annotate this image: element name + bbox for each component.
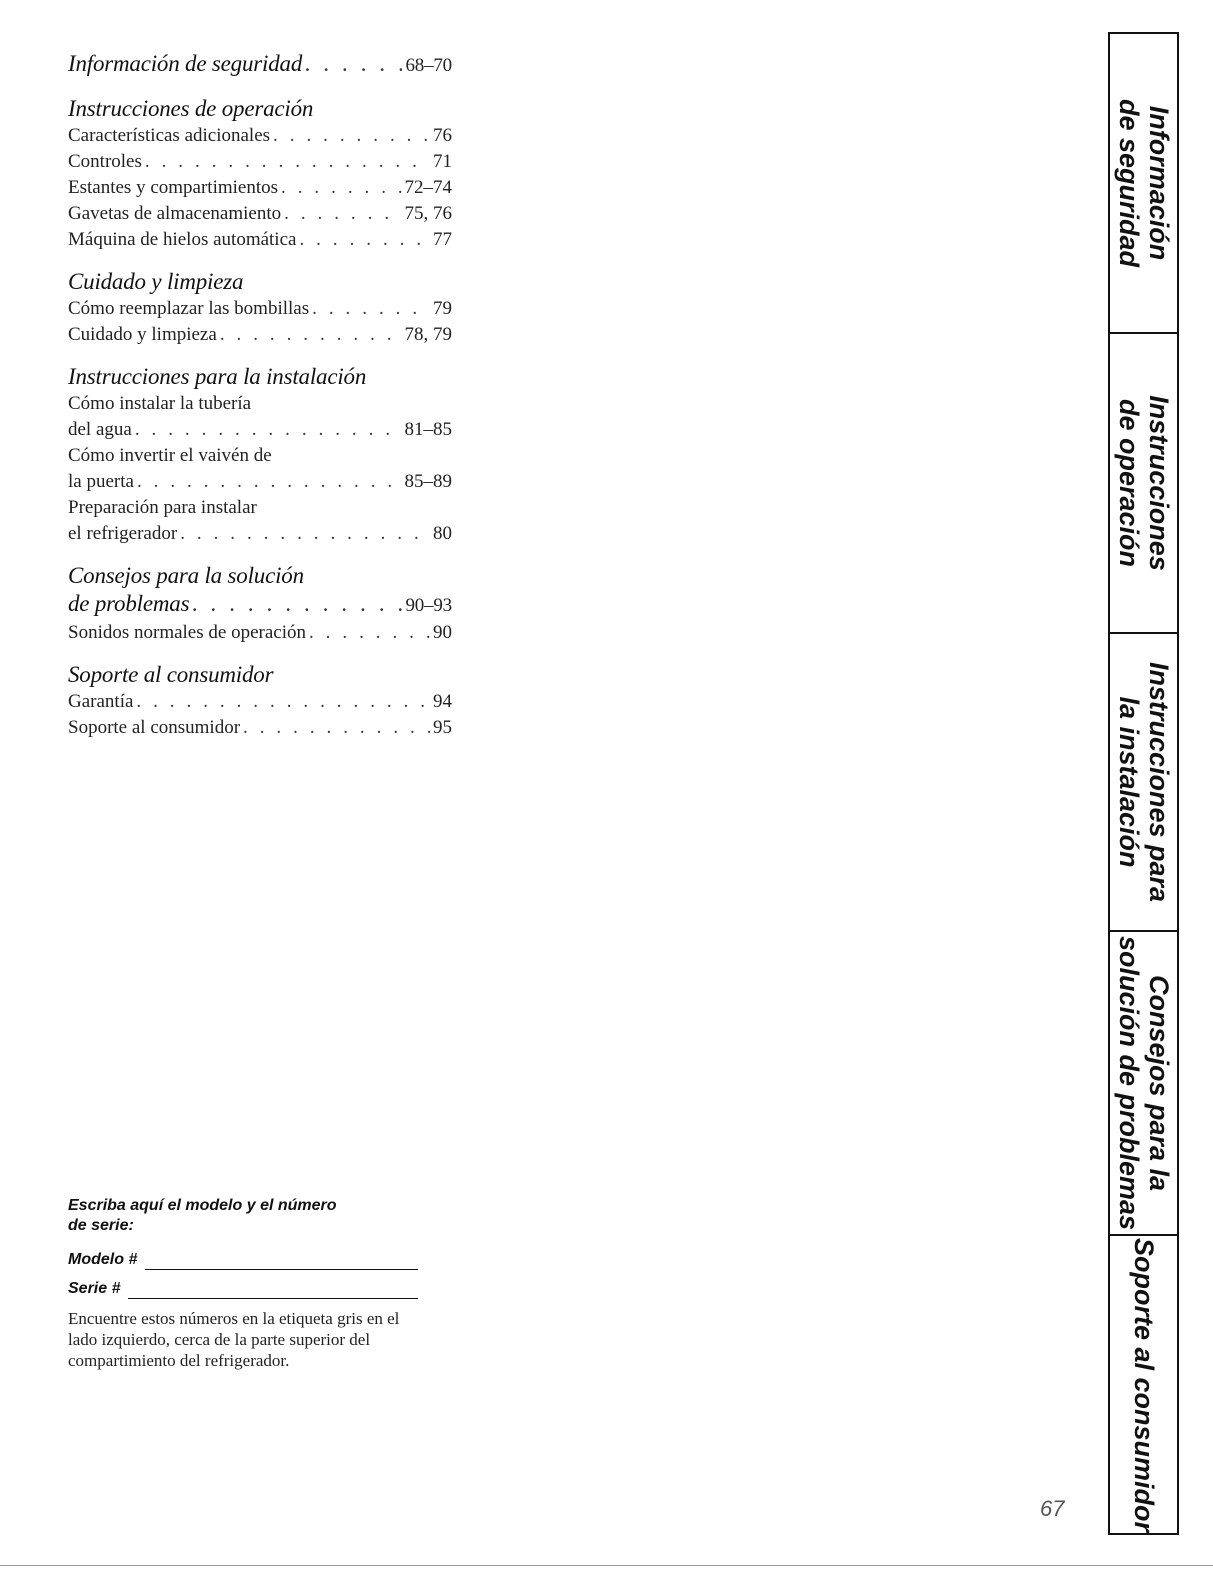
entry-label: del agua xyxy=(68,419,132,440)
dot-leader xyxy=(135,417,402,443)
dot-leader xyxy=(309,620,430,646)
entry-label: Soporte al consumidor xyxy=(68,717,241,738)
section-tabs xyxy=(1108,32,1179,1535)
toc-section-title[interactable]: Soporte al consumidor xyxy=(68,662,274,687)
entry-label: Garantía xyxy=(68,691,134,712)
model-field xyxy=(68,1250,418,1270)
toc-section-safety xyxy=(68,50,452,80)
entry-page: 94 xyxy=(433,691,452,712)
model-serial-record xyxy=(68,1196,418,1371)
toc-section-title[interactable] xyxy=(68,590,452,620)
serial-label: Serie # xyxy=(68,1280,121,1297)
entry-page: 76 xyxy=(433,125,452,146)
toc-section-troubleshooting xyxy=(68,562,452,646)
entry-label: la puerta xyxy=(68,471,134,492)
entry-label: Controles xyxy=(68,151,142,172)
entry-label: Cómo reemplazar las bombillas xyxy=(68,298,310,319)
entry-page: 79 xyxy=(433,298,452,319)
entry-label-line1: Cómo instalar la tubería xyxy=(68,393,252,414)
dot-leader xyxy=(312,296,430,322)
entry-page: 78, 79 xyxy=(404,324,452,345)
dot-leader xyxy=(273,123,430,149)
tab-installation[interactable] xyxy=(1110,634,1177,932)
entry-label: Máquina de hielos automática xyxy=(68,229,297,250)
entry-label: Características adicionales xyxy=(68,125,271,146)
toc-entry[interactable] xyxy=(68,715,452,741)
tab-label: Instrucciones de operación xyxy=(1113,395,1174,571)
tab-label: Información de seguridad xyxy=(1113,98,1174,268)
dot-leader xyxy=(243,715,430,741)
dot-leader xyxy=(281,175,401,201)
entry-page: 95 xyxy=(433,717,452,738)
section-title-text: de problemas xyxy=(68,591,190,616)
entry-label-line1: Cómo invertir el vaivén de xyxy=(68,445,272,466)
entry-page: 90 xyxy=(433,622,452,643)
dot-leader xyxy=(137,469,402,495)
toc-section-consumer-support xyxy=(68,661,452,741)
toc-entry[interactable] xyxy=(68,149,452,175)
toc-section-title[interactable]: Cuidado y limpieza xyxy=(68,269,244,294)
dot-leader xyxy=(220,322,402,348)
section-page-range: 90–93 xyxy=(405,595,452,616)
tab-safety[interactable] xyxy=(1110,34,1177,334)
toc-entry[interactable] xyxy=(68,495,452,547)
toc-section-title[interactable]: Instrucciones para la instalación xyxy=(68,364,367,389)
model-write-line[interactable] xyxy=(145,1253,418,1270)
footer-rule xyxy=(0,1565,1213,1566)
toc-entry[interactable] xyxy=(68,391,452,443)
model-label: Modelo # xyxy=(68,1251,138,1268)
toc-section-title[interactable]: Instrucciones de operación xyxy=(68,96,314,121)
tab-consumer-support[interactable] xyxy=(1110,1236,1177,1533)
entry-page: 80 xyxy=(433,523,452,544)
toc-entry[interactable] xyxy=(68,296,452,322)
tab-operation[interactable] xyxy=(1110,334,1177,634)
entry-page: 71 xyxy=(433,151,452,172)
dot-leader xyxy=(192,590,402,618)
toc-section-installation xyxy=(68,363,452,547)
entry-page: 72–74 xyxy=(404,177,452,198)
toc-entry[interactable] xyxy=(68,689,452,715)
dot-leader xyxy=(145,149,430,175)
entry-label-line1: Preparación para instalar xyxy=(68,497,257,518)
record-heading-line1: Escriba aquí el modelo y el número xyxy=(68,1197,337,1214)
toc-entry[interactable] xyxy=(68,201,452,227)
toc-entry[interactable] xyxy=(68,620,452,646)
entry-label: Cuidado y limpieza xyxy=(68,324,217,345)
toc-entry[interactable] xyxy=(68,123,452,149)
dot-leader xyxy=(299,227,430,253)
toc-entry[interactable] xyxy=(68,443,452,495)
dot-leader xyxy=(180,521,430,547)
record-heading xyxy=(68,1196,418,1236)
section-title-text: Información de seguridad xyxy=(68,51,303,76)
toc-entry[interactable] xyxy=(68,322,452,348)
serial-field xyxy=(68,1279,418,1299)
entry-label: Gavetas de almacenamiento xyxy=(68,203,282,224)
toc-section-care xyxy=(68,268,452,348)
tab-label: Consejos para la solución de problemas xyxy=(1113,935,1174,1231)
page-number: 67 xyxy=(1040,1496,1065,1521)
toc-section-title[interactable] xyxy=(68,50,452,80)
entry-page: 81–85 xyxy=(404,419,452,440)
record-heading-line2: de serie: xyxy=(68,1217,134,1234)
tab-label: Soporte al consumidor xyxy=(1128,1237,1159,1532)
entry-page: 75, 76 xyxy=(404,203,452,224)
entry-label: el refrigerador xyxy=(68,523,178,544)
section-page-range: 68–70 xyxy=(405,55,452,76)
record-note: Encuentre estos números en la etiqueta gris en el lado izquierdo, cerca de la parte superior del compartimiento del refrigerador. xyxy=(68,1309,400,1370)
entry-label: Sonidos normales de operación xyxy=(68,622,306,643)
toc-entry[interactable] xyxy=(68,227,452,253)
toc-entry[interactable] xyxy=(68,175,452,201)
dot-leader xyxy=(136,689,430,715)
dot-leader xyxy=(305,50,402,78)
entry-page: 77 xyxy=(433,229,452,250)
toc-section-operation xyxy=(68,95,452,253)
entry-label: Estantes y compartimientos xyxy=(68,177,279,198)
tab-troubleshooting[interactable] xyxy=(1110,932,1177,1236)
entry-page: 85–89 xyxy=(404,471,452,492)
table-of-contents xyxy=(68,50,452,756)
serial-write-line[interactable] xyxy=(128,1282,418,1299)
toc-section-title-line1[interactable]: Consejos para la solución xyxy=(68,563,304,588)
tab-label: Instrucciones para la instalación xyxy=(1113,661,1174,903)
dot-leader xyxy=(284,201,401,227)
